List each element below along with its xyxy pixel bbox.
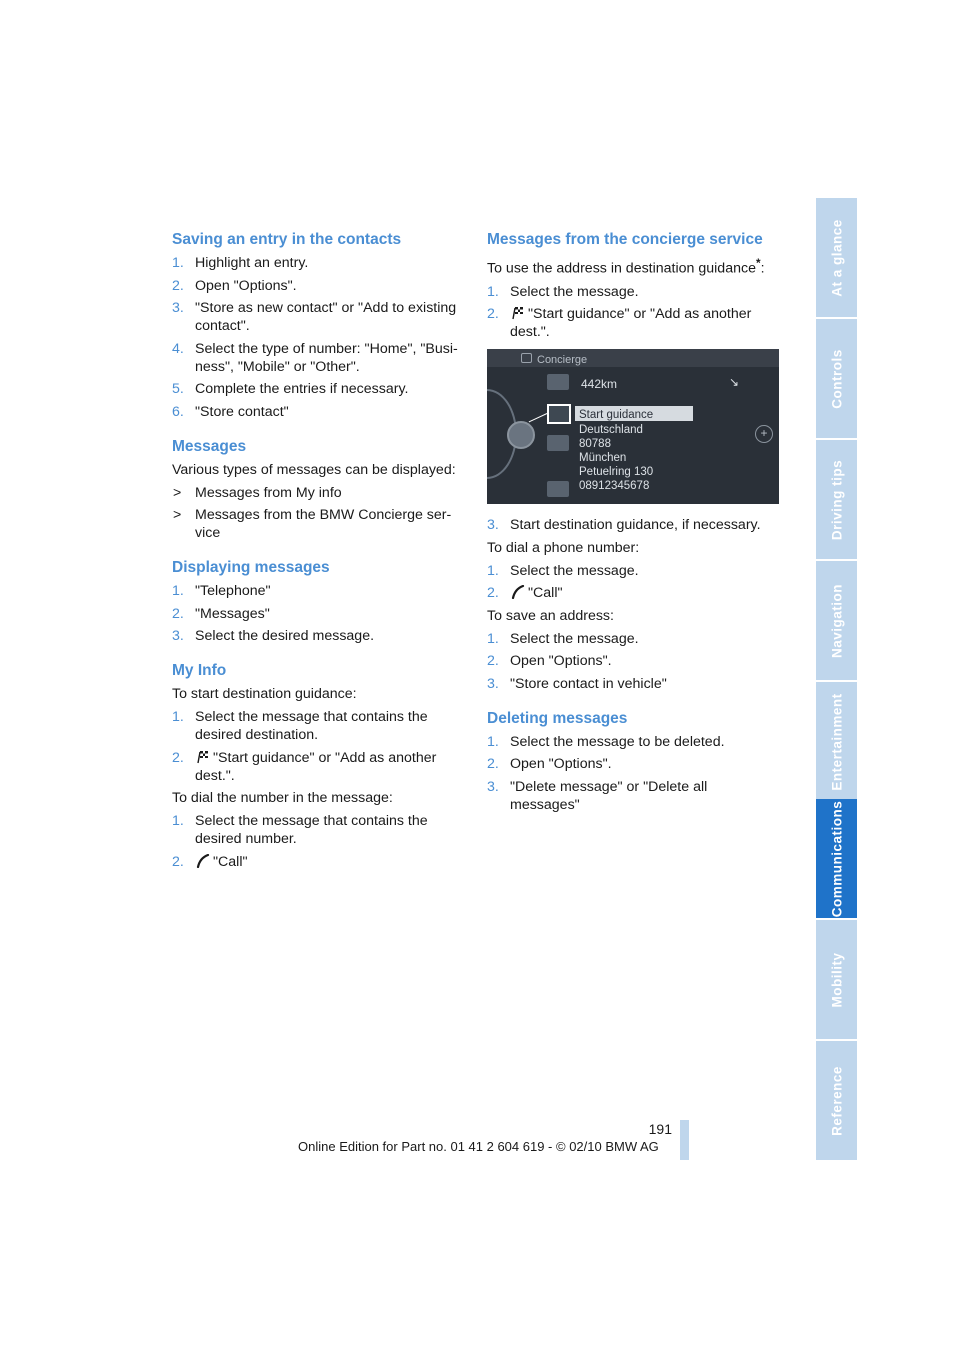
messages-intro: Various types of messages can be displayed: <box>172 461 456 478</box>
step: 2. "Messages" <box>172 605 270 622</box>
step: 1. Select the message that contains the desired destination. <box>172 709 428 743</box>
list-item: > Messages from the BMW Concierge ser-vice <box>173 507 452 541</box>
heading-my-info: My Info <box>172 662 227 679</box>
controller-knob <box>507 421 535 449</box>
footer-accent-bar <box>680 1120 689 1160</box>
optional-equipment-star: * <box>755 256 761 270</box>
footer-edition-text: Online Edition for Part no. 01 41 2 604 619 - © 02/10 BMW AG <box>298 1139 659 1154</box>
concierge-intro: To use the address in destination guidance*: <box>487 256 765 277</box>
tab-entertainment[interactable]: Entertainment <box>816 682 857 801</box>
start-guidance-item: Start guidance <box>579 409 654 422</box>
my-info-intro-guidance: To start destination guidance: <box>172 686 357 702</box>
steps-my-info-dial <box>172 812 464 871</box>
concierge-icon <box>521 353 532 363</box>
chapter-tabs <box>816 198 857 1160</box>
step: 5. Complete the entries if necessary. <box>172 381 409 397</box>
heading-deleting-messages: Deleting messages <box>487 709 628 727</box>
tab-driving-tips[interactable]: Driving tips <box>816 440 857 559</box>
my-info-intro-dial: To dial the number in the message: <box>172 790 393 806</box>
options-icon <box>547 481 569 497</box>
step: 1. Select the message that contains the desired number. <box>172 813 428 847</box>
step: 2. "Call" <box>172 853 248 870</box>
address-line: 08912345678 <box>579 480 650 493</box>
address-line: Deutschland <box>579 424 643 437</box>
heading-concierge-messages: Messages from the concierge service <box>487 231 763 248</box>
heading-displaying-messages: Displaying messages <box>172 559 330 576</box>
list-item: > Messages from My info <box>173 484 342 501</box>
phone-handset-icon <box>510 585 526 599</box>
step: 2. Open "Options". <box>172 277 297 294</box>
steps-deleting-messages <box>487 733 779 814</box>
step: 1. Select the message to be deleted. <box>487 733 725 750</box>
destination-flag-icon <box>195 750 211 764</box>
tab-mobility[interactable]: Mobility <box>816 920 857 1039</box>
callout-line <box>529 413 548 422</box>
phone-handset-icon <box>195 854 211 868</box>
step: 2. Open "Options". <box>487 756 612 773</box>
step: 1. Select the message. <box>487 630 639 647</box>
messages-types-list <box>172 484 464 543</box>
steps-concierge-guidance <box>487 283 779 342</box>
step: 2. "Start guidance" or "Add as another dest.". <box>487 306 752 341</box>
step: 4. Select the type of number: "Home", "Busi-ness", "Mobile" or "Other". <box>172 340 458 375</box>
address-line: Petuelring 130 <box>579 466 654 479</box>
left-column <box>172 230 464 875</box>
address-line: 80788 <box>579 438 611 451</box>
phone-icon <box>547 435 569 451</box>
step: 3. "Store as new contact" or "Add to existing contact". <box>172 300 457 334</box>
step: 1. Select the message. <box>487 562 639 579</box>
steps-displaying-messages <box>172 582 464 645</box>
plus-icon: + <box>755 425 773 443</box>
steps-saving-entry <box>172 254 464 421</box>
step: 1. Highlight an entry. <box>172 255 309 271</box>
step: 2. "Call" <box>487 585 563 602</box>
step: 3. "Store contact in vehicle" <box>487 675 667 692</box>
steps-my-info-guidance <box>172 708 464 785</box>
heading-saving-entry: Saving an entry in the contacts <box>172 231 402 248</box>
steps-concierge-save <box>487 630 779 693</box>
right-column <box>487 230 779 818</box>
step: 3. Start destination guidance, if necessary. <box>487 517 761 534</box>
steps-concierge-guidance-cont <box>487 516 779 534</box>
heading-messages: Messages <box>172 437 247 455</box>
distance-readout: 442km <box>581 377 618 392</box>
concierge-screen-image <box>487 349 779 504</box>
list-icon <box>547 374 569 390</box>
page-number: 191 <box>648 1121 672 1137</box>
concierge-intro-dial: To dial a phone number: <box>487 539 640 556</box>
concierge-intro-save: To save an address: <box>487 607 614 624</box>
step: 1. Select the message. <box>487 283 639 300</box>
tab-navigation[interactable]: Navigation <box>816 561 857 680</box>
destination-flag-icon <box>510 306 526 320</box>
direction-arrow-icon: ↘ <box>729 375 740 390</box>
tab-at-a-glance[interactable]: At a glance <box>816 198 857 317</box>
tab-reference[interactable]: Reference <box>816 1041 857 1160</box>
step: 1. "Telephone" <box>172 583 271 599</box>
step: 2. Open "Options". <box>487 653 612 670</box>
tab-controls[interactable]: Controls <box>816 319 857 438</box>
selected-guidance-icon <box>547 404 571 424</box>
step: 6. "Store contact" <box>172 403 289 420</box>
step: 3. "Delete message" or "Delete all messages" <box>487 778 708 813</box>
steps-concierge-dial <box>487 562 779 603</box>
step: 2. "Start guidance" or "Add as another dest.". <box>172 749 437 784</box>
screen-title: Concierge <box>537 354 588 367</box>
tab-communications[interactable]: Communications <box>816 799 857 918</box>
address-line: München <box>579 452 627 465</box>
step: 3. Select the desired message. <box>172 628 375 644</box>
